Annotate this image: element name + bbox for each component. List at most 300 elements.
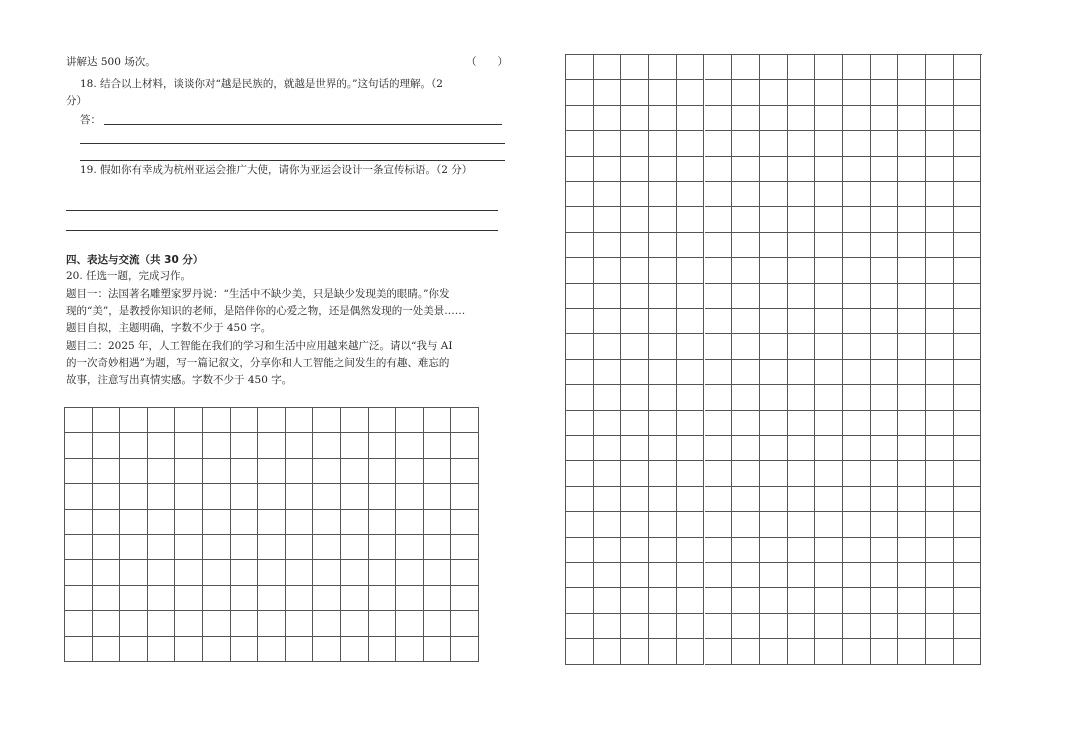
grid-cell[interactable] (313, 535, 341, 560)
grid-cell[interactable] (954, 487, 982, 512)
grid-cell[interactable] (843, 207, 871, 232)
grid-cell[interactable] (815, 360, 843, 385)
grid-cell[interactable] (677, 385, 705, 410)
grid-cell[interactable] (424, 611, 452, 636)
grid-cell[interactable] (760, 106, 788, 131)
grid-cell[interactable] (788, 563, 816, 588)
grid-cell[interactable] (313, 560, 341, 585)
grid-cell[interactable] (926, 538, 954, 563)
grid-cell[interactable] (65, 484, 93, 509)
grid-cell[interactable] (871, 106, 899, 131)
grid-cell[interactable] (258, 586, 286, 611)
grid-cell[interactable] (649, 385, 677, 410)
grid-cell[interactable] (788, 588, 816, 613)
grid-cell[interactable] (369, 560, 397, 585)
grid-cell[interactable] (898, 334, 926, 359)
grid-cell[interactable] (649, 436, 677, 461)
grid-cell[interactable] (677, 182, 705, 207)
grid-cell[interactable] (93, 459, 121, 484)
grid-cell[interactable] (566, 385, 594, 410)
grid-cell[interactable] (677, 639, 705, 664)
grid-cell[interactable] (898, 487, 926, 512)
grid-cell[interactable] (871, 207, 899, 232)
grid-cell[interactable] (871, 233, 899, 258)
grid-cell[interactable] (231, 459, 259, 484)
grid-cell[interactable] (649, 334, 677, 359)
grid-cell[interactable] (788, 639, 816, 664)
grid-cell[interactable] (815, 233, 843, 258)
grid-cell[interactable] (175, 408, 203, 433)
grid-cell[interactable] (815, 436, 843, 461)
grid-cell[interactable] (594, 309, 622, 334)
grid-cell[interactable] (594, 538, 622, 563)
grid-cell[interactable] (621, 614, 649, 639)
grid-cell[interactable] (65, 433, 93, 458)
grid-cell[interactable] (120, 459, 148, 484)
grid-cell[interactable] (732, 182, 760, 207)
grid-cell[interactable] (451, 586, 479, 611)
grid-cell[interactable] (649, 614, 677, 639)
grid-cell[interactable] (649, 80, 677, 105)
grid-cell[interactable] (815, 80, 843, 105)
grid-cell[interactable] (705, 157, 733, 182)
grid-cell[interactable] (898, 207, 926, 232)
grid-cell[interactable] (148, 535, 176, 560)
grid-cell[interactable] (451, 408, 479, 433)
grid-cell[interactable] (732, 284, 760, 309)
grid-cell[interactable] (871, 614, 899, 639)
grid-cell[interactable] (594, 233, 622, 258)
grid-cell[interactable] (705, 614, 733, 639)
grid-cell[interactable] (732, 385, 760, 410)
grid-cell[interactable] (566, 182, 594, 207)
grid-cell[interactable] (843, 106, 871, 131)
grid-cell[interactable] (843, 233, 871, 258)
grid-cell[interactable] (566, 131, 594, 156)
grid-cell[interactable] (424, 408, 452, 433)
grid-cell[interactable] (451, 611, 479, 636)
grid-cell[interactable] (760, 131, 788, 156)
grid-cell[interactable] (341, 433, 369, 458)
grid-cell[interactable] (760, 512, 788, 537)
grid-cell[interactable] (815, 385, 843, 410)
grid-cell[interactable] (621, 538, 649, 563)
grid-cell[interactable] (871, 55, 899, 80)
grid-cell[interactable] (898, 309, 926, 334)
grid-cell[interactable] (732, 563, 760, 588)
grid-cell[interactable] (396, 408, 424, 433)
grid-cell[interactable] (843, 258, 871, 283)
grid-cell[interactable] (898, 563, 926, 588)
grid-cell[interactable] (594, 284, 622, 309)
grid-cell[interactable] (369, 637, 397, 662)
grid-cell[interactable] (396, 637, 424, 662)
grid-cell[interactable] (203, 433, 231, 458)
grid-cell[interactable] (148, 433, 176, 458)
grid-cell[interactable] (760, 538, 788, 563)
grid-cell[interactable] (313, 611, 341, 636)
grid-cell[interactable] (203, 611, 231, 636)
answer-line-1[interactable] (104, 124, 502, 125)
grid-cell[interactable] (451, 637, 479, 662)
grid-cell[interactable] (231, 560, 259, 585)
grid-cell[interactable] (843, 55, 871, 80)
grid-cell[interactable] (871, 182, 899, 207)
grid-cell[interactable] (313, 408, 341, 433)
grid-cell[interactable] (396, 459, 424, 484)
grid-cell[interactable] (313, 459, 341, 484)
grid-cell[interactable] (286, 484, 314, 509)
grid-cell[interactable] (677, 157, 705, 182)
grid-cell[interactable] (898, 639, 926, 664)
grid-cell[interactable] (954, 55, 982, 80)
grid-cell[interactable] (843, 284, 871, 309)
grid-cell[interactable] (871, 258, 899, 283)
grid-cell[interactable] (898, 411, 926, 436)
grid-cell[interactable] (788, 436, 816, 461)
grid-cell[interactable] (566, 55, 594, 80)
grid-cell[interactable] (649, 157, 677, 182)
grid-cell[interactable] (788, 334, 816, 359)
grid-cell[interactable] (871, 563, 899, 588)
grid-cell[interactable] (843, 385, 871, 410)
grid-cell[interactable] (732, 309, 760, 334)
slogan-line-2[interactable] (66, 230, 498, 231)
grid-cell[interactable] (649, 512, 677, 537)
grid-cell[interactable] (258, 535, 286, 560)
grid-cell[interactable] (788, 182, 816, 207)
grid-cell[interactable] (871, 512, 899, 537)
grid-cell[interactable] (649, 461, 677, 486)
writing-grid-left[interactable] (64, 407, 479, 662)
grid-cell[interactable] (148, 484, 176, 509)
grid-cell[interactable] (843, 157, 871, 182)
grid-cell[interactable] (926, 436, 954, 461)
grid-cell[interactable] (788, 80, 816, 105)
grid-cell[interactable] (954, 309, 982, 334)
grid-cell[interactable] (594, 334, 622, 359)
grid-cell[interactable] (815, 258, 843, 283)
grid-cell[interactable] (871, 639, 899, 664)
grid-cell[interactable] (732, 334, 760, 359)
grid-cell[interactable] (954, 436, 982, 461)
grid-cell[interactable] (954, 461, 982, 486)
grid-cell[interactable] (594, 639, 622, 664)
grid-cell[interactable] (594, 512, 622, 537)
grid-cell[interactable] (926, 233, 954, 258)
grid-cell[interactable] (677, 512, 705, 537)
writing-grid-right[interactable] (565, 54, 982, 665)
grid-cell[interactable] (231, 637, 259, 662)
grid-cell[interactable] (566, 80, 594, 105)
grid-cell[interactable] (369, 459, 397, 484)
grid-cell[interactable] (705, 258, 733, 283)
grid-cell[interactable] (871, 461, 899, 486)
grid-cell[interactable] (148, 459, 176, 484)
grid-cell[interactable] (843, 563, 871, 588)
grid-cell[interactable] (871, 309, 899, 334)
grid-cell[interactable] (93, 586, 121, 611)
grid-cell[interactable] (451, 560, 479, 585)
grid-cell[interactable] (815, 131, 843, 156)
slogan-line-1[interactable] (66, 210, 498, 211)
grid-cell[interactable] (732, 80, 760, 105)
grid-cell[interactable] (175, 560, 203, 585)
grid-cell[interactable] (594, 588, 622, 613)
grid-cell[interactable] (677, 233, 705, 258)
grid-cell[interactable] (649, 309, 677, 334)
grid-cell[interactable] (369, 510, 397, 535)
grid-cell[interactable] (258, 611, 286, 636)
grid-cell[interactable] (677, 360, 705, 385)
grid-cell[interactable] (705, 512, 733, 537)
grid-cell[interactable] (760, 436, 788, 461)
grid-cell[interactable] (621, 284, 649, 309)
grid-cell[interactable] (231, 484, 259, 509)
grid-cell[interactable] (120, 611, 148, 636)
grid-cell[interactable] (258, 510, 286, 535)
grid-cell[interactable] (760, 385, 788, 410)
grid-cell[interactable] (705, 106, 733, 131)
grid-cell[interactable] (705, 233, 733, 258)
grid-cell[interactable] (677, 614, 705, 639)
grid-cell[interactable] (231, 408, 259, 433)
grid-cell[interactable] (369, 586, 397, 611)
grid-cell[interactable] (341, 560, 369, 585)
grid-cell[interactable] (898, 614, 926, 639)
grid-cell[interactable] (649, 233, 677, 258)
grid-cell[interactable] (566, 639, 594, 664)
grid-cell[interactable] (594, 182, 622, 207)
grid-cell[interactable] (705, 411, 733, 436)
grid-cell[interactable] (649, 182, 677, 207)
grid-cell[interactable] (760, 258, 788, 283)
grid-cell[interactable] (871, 588, 899, 613)
grid-cell[interactable] (120, 433, 148, 458)
grid-cell[interactable] (843, 182, 871, 207)
grid-cell[interactable] (926, 309, 954, 334)
grid-cell[interactable] (760, 334, 788, 359)
grid-cell[interactable] (286, 459, 314, 484)
grid-cell[interactable] (705, 131, 733, 156)
grid-cell[interactable] (621, 461, 649, 486)
grid-cell[interactable] (760, 639, 788, 664)
grid-cell[interactable] (926, 411, 954, 436)
grid-cell[interactable] (954, 157, 982, 182)
grid-cell[interactable] (148, 637, 176, 662)
grid-cell[interactable] (954, 588, 982, 613)
grid-cell[interactable] (594, 258, 622, 283)
grid-cell[interactable] (760, 360, 788, 385)
grid-cell[interactable] (621, 512, 649, 537)
grid-cell[interactable] (175, 510, 203, 535)
grid-cell[interactable] (594, 461, 622, 486)
grid-cell[interactable] (148, 611, 176, 636)
grid-cell[interactable] (341, 510, 369, 535)
grid-cell[interactable] (65, 459, 93, 484)
grid-cell[interactable] (871, 487, 899, 512)
grid-cell[interactable] (843, 309, 871, 334)
grid-cell[interactable] (732, 258, 760, 283)
grid-cell[interactable] (313, 637, 341, 662)
grid-cell[interactable] (649, 258, 677, 283)
grid-cell[interactable] (760, 461, 788, 486)
grid-cell[interactable] (424, 637, 452, 662)
grid-cell[interactable] (732, 436, 760, 461)
grid-cell[interactable] (815, 639, 843, 664)
grid-cell[interactable] (732, 360, 760, 385)
grid-cell[interactable] (732, 512, 760, 537)
grid-cell[interactable] (621, 334, 649, 359)
grid-cell[interactable] (898, 106, 926, 131)
grid-cell[interactable] (258, 637, 286, 662)
grid-cell[interactable] (621, 588, 649, 613)
grid-cell[interactable] (926, 182, 954, 207)
grid-cell[interactable] (396, 484, 424, 509)
grid-cell[interactable] (621, 131, 649, 156)
grid-cell[interactable] (65, 611, 93, 636)
grid-cell[interactable] (341, 408, 369, 433)
grid-cell[interactable] (871, 411, 899, 436)
grid-cell[interactable] (120, 484, 148, 509)
grid-cell[interactable] (65, 535, 93, 560)
grid-cell[interactable] (566, 207, 594, 232)
grid-cell[interactable] (954, 411, 982, 436)
grid-cell[interactable] (788, 360, 816, 385)
grid-cell[interactable] (788, 131, 816, 156)
grid-cell[interactable] (871, 334, 899, 359)
grid-cell[interactable] (566, 512, 594, 537)
grid-cell[interactable] (926, 360, 954, 385)
grid-cell[interactable] (677, 461, 705, 486)
grid-cell[interactable] (313, 586, 341, 611)
grid-cell[interactable] (621, 385, 649, 410)
grid-cell[interactable] (760, 55, 788, 80)
grid-cell[interactable] (898, 385, 926, 410)
grid-cell[interactable] (649, 55, 677, 80)
grid-cell[interactable] (815, 106, 843, 131)
grid-cell[interactable] (649, 411, 677, 436)
grid-cell[interactable] (871, 360, 899, 385)
grid-cell[interactable] (203, 510, 231, 535)
grid-cell[interactable] (954, 563, 982, 588)
grid-cell[interactable] (705, 436, 733, 461)
grid-cell[interactable] (93, 611, 121, 636)
grid-cell[interactable] (954, 360, 982, 385)
grid-cell[interactable] (788, 258, 816, 283)
grid-cell[interactable] (148, 586, 176, 611)
grid-cell[interactable] (954, 512, 982, 537)
grid-cell[interactable] (760, 411, 788, 436)
grid-cell[interactable] (815, 461, 843, 486)
grid-cell[interactable] (424, 560, 452, 585)
grid-cell[interactable] (926, 80, 954, 105)
grid-cell[interactable] (677, 207, 705, 232)
grid-cell[interactable] (926, 284, 954, 309)
grid-cell[interactable] (203, 459, 231, 484)
grid-cell[interactable] (732, 538, 760, 563)
grid-cell[interactable] (313, 484, 341, 509)
grid-cell[interactable] (954, 538, 982, 563)
grid-cell[interactable] (424, 459, 452, 484)
grid-cell[interactable] (677, 588, 705, 613)
grid-cell[interactable] (65, 586, 93, 611)
grid-cell[interactable] (898, 284, 926, 309)
grid-cell[interactable] (649, 284, 677, 309)
grid-cell[interactable] (954, 614, 982, 639)
grid-cell[interactable] (815, 309, 843, 334)
grid-cell[interactable] (341, 535, 369, 560)
grid-cell[interactable] (175, 611, 203, 636)
grid-cell[interactable] (649, 106, 677, 131)
grid-cell[interactable] (621, 106, 649, 131)
grid-cell[interactable] (286, 535, 314, 560)
grid-cell[interactable] (705, 461, 733, 486)
grid-cell[interactable] (258, 459, 286, 484)
grid-cell[interactable] (898, 588, 926, 613)
grid-cell[interactable] (649, 207, 677, 232)
grid-cell[interactable] (621, 360, 649, 385)
grid-cell[interactable] (594, 131, 622, 156)
grid-cell[interactable] (341, 611, 369, 636)
grid-cell[interactable] (203, 586, 231, 611)
grid-cell[interactable] (732, 614, 760, 639)
grid-cell[interactable] (898, 55, 926, 80)
grid-cell[interactable] (203, 535, 231, 560)
grid-cell[interactable] (898, 258, 926, 283)
grid-cell[interactable] (788, 233, 816, 258)
grid-cell[interactable] (424, 433, 452, 458)
grid-cell[interactable] (369, 433, 397, 458)
grid-cell[interactable] (566, 360, 594, 385)
grid-cell[interactable] (732, 233, 760, 258)
grid-cell[interactable] (677, 131, 705, 156)
grid-cell[interactable] (649, 639, 677, 664)
grid-cell[interactable] (705, 55, 733, 80)
grid-cell[interactable] (954, 639, 982, 664)
grid-cell[interactable] (120, 535, 148, 560)
grid-cell[interactable] (788, 106, 816, 131)
grid-cell[interactable] (815, 538, 843, 563)
grid-cell[interactable] (677, 411, 705, 436)
grid-cell[interactable] (175, 459, 203, 484)
grid-cell[interactable] (677, 258, 705, 283)
grid-cell[interactable] (258, 408, 286, 433)
grid-cell[interactable] (594, 207, 622, 232)
grid-cell[interactable] (175, 586, 203, 611)
grid-cell[interactable] (871, 157, 899, 182)
grid-cell[interactable] (451, 459, 479, 484)
grid-cell[interactable] (120, 586, 148, 611)
grid-cell[interactable] (705, 309, 733, 334)
grid-cell[interactable] (369, 611, 397, 636)
grid-cell[interactable] (815, 207, 843, 232)
grid-cell[interactable] (926, 157, 954, 182)
grid-cell[interactable] (566, 284, 594, 309)
grid-cell[interactable] (926, 334, 954, 359)
grid-cell[interactable] (815, 55, 843, 80)
grid-cell[interactable] (732, 411, 760, 436)
grid-cell[interactable] (93, 535, 121, 560)
grid-cell[interactable] (954, 258, 982, 283)
grid-cell[interactable] (954, 131, 982, 156)
grid-cell[interactable] (954, 80, 982, 105)
grid-cell[interactable] (621, 436, 649, 461)
grid-cell[interactable] (594, 411, 622, 436)
grid-cell[interactable] (815, 411, 843, 436)
grid-cell[interactable] (621, 233, 649, 258)
grid-cell[interactable] (843, 80, 871, 105)
